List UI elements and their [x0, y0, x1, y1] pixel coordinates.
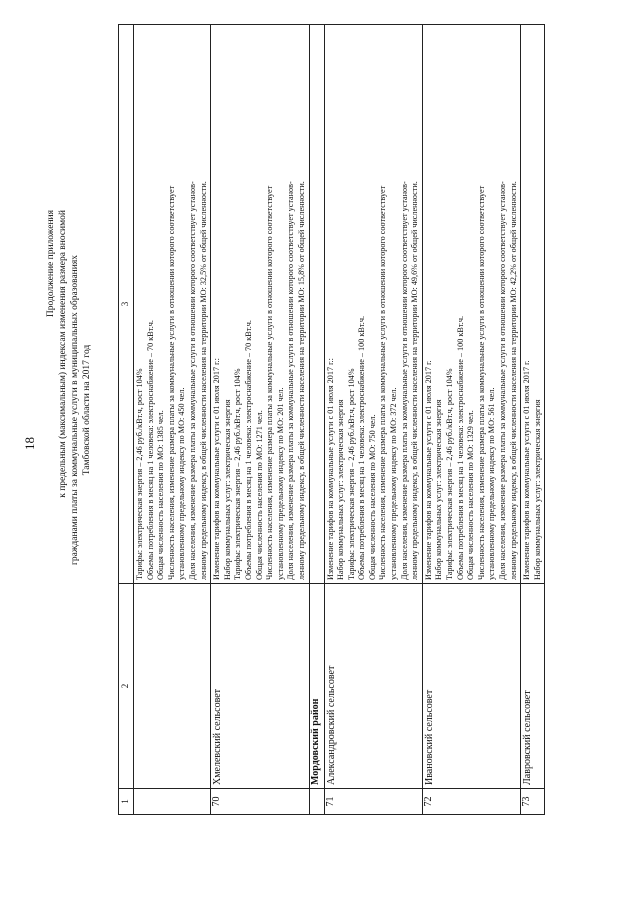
- text-line: ленному предельному индексу, в общей численности населения на территории МО: 42,2% от общей численности.: [508, 181, 518, 580]
- header-col-2: 2: [119, 584, 134, 789]
- text-line: Тарифы: электрическая энергия – 2,46 руб./кВт.ч, рост 104%: [135, 368, 144, 580]
- text-line: установленному предельному индексу по МО: 372 чел.: [389, 387, 399, 580]
- table-row: [324, 25, 422, 815]
- text-line: Изменение тарифов на коммунальные услуги с 01 июля 2017 г.: [522, 360, 532, 580]
- table-row: [422, 25, 520, 815]
- tariff-table: [118, 24, 545, 815]
- text-line: установленному предельному индексу по МО: 450 чел.: [177, 387, 187, 580]
- text-line: Общая численность населения по МО: 1385 чел.: [156, 410, 166, 580]
- table-row: [211, 25, 309, 815]
- text-line: ленному предельному индексу, в общей численности населения на территории МО: 32,5% от общей численности.: [198, 181, 208, 580]
- text-line: установленному предельному индексу по МО: 561 чел.: [487, 387, 497, 580]
- text-line: Набор коммунальных услуг: электрическая энергия: [532, 399, 542, 580]
- caption-line-2: к предельным (максимальным) индексам изменения размера вносимой: [58, 210, 68, 498]
- municipality-name: Лавровский сельсовет: [521, 584, 545, 789]
- text-line: установленному предельному индексу по МО: 201 чел.: [275, 387, 285, 580]
- header-col-3: 3: [119, 25, 134, 584]
- text-line: Общая численность населения по МО: 1271 чел.: [254, 410, 264, 580]
- text-line: Общая численность населения по МО: 750 чел.: [367, 414, 377, 580]
- text-line: Доля населения, изменение размера платы за коммунальные услуги в отношении которого соответствует установ-: [399, 181, 409, 580]
- text-line: Набор коммунальных услуг: электрическая энергия: [434, 399, 444, 580]
- row-number: 71: [324, 789, 422, 815]
- text-line: Объемы потребления в месяц на 1 человека: электроснабжение – 70 кВт.ч.: [145, 320, 155, 580]
- row-number: 70: [211, 789, 309, 815]
- text-line: Изменение тарифов на коммунальные услуги с 01 июля 2017 г.:: [325, 358, 335, 580]
- page-number: 18: [22, 437, 37, 450]
- text-line: Численность населения, изменение размера платы за коммунальные услуги в отношении которого соответствует: [166, 185, 176, 580]
- text-line: Объемы потребления в месяц на 1 человека: электроснабжение – 100 кВт.ч.: [357, 315, 367, 580]
- table-header-row: [119, 25, 134, 815]
- text-line: Доля населения, изменение размера платы за коммунальные услуги в отношении которого соответствует установ-: [286, 181, 296, 580]
- text-line: Изменение тарифов на коммунальные услуги с 01 июля 2017 г.:: [212, 358, 222, 580]
- row-text: [422, 25, 520, 584]
- caption-line-1: Продолжение приложения: [46, 210, 56, 318]
- row-text: [211, 25, 309, 584]
- district-row: [309, 25, 324, 815]
- municipality-name: Ивановский сельсовет: [422, 584, 520, 789]
- appendix-caption: [45, 210, 69, 570]
- table-row: [521, 25, 545, 815]
- text-line: Объемы потребления в месяц на 1 человека: электроснабжение – 100 кВт.ч.: [455, 315, 465, 580]
- text-line: ленному предельному индексу, в общей численности населения на территории МО: 15,8% от общей численности.: [296, 181, 306, 580]
- table-row: [134, 25, 211, 815]
- text-line: Объемы потребления в месяц на 1 человека: электроснабжение – 70 кВт.ч.: [243, 320, 253, 580]
- district-name: Мордовский район: [309, 584, 324, 789]
- text-line: Набор коммунальных услуг: электрическая энергия: [222, 399, 232, 580]
- row-text: [324, 25, 422, 584]
- row-text: [521, 25, 545, 584]
- municipality-name: Хмелевский сельсовет: [211, 584, 309, 789]
- text-line: Доля населения, изменение размера платы за коммунальные услуги в отношении которого соответствует установ-: [498, 181, 507, 580]
- text-line: Изменение тарифов на коммунальные услуги с 01 июля 2017 г.: [423, 360, 433, 580]
- text-line: Тарифы: электрическая энергия – 2,46 руб./кВт.ч, рост 104%: [233, 368, 243, 580]
- text-line: Общая численность населения по МО: 1329 чел.: [466, 410, 476, 580]
- text-line: Тарифы: электрическая энергия – 2,46 руб./кВт.ч, рост 104%: [346, 368, 356, 580]
- row-prev-text: [134, 25, 211, 584]
- caption-title: [69, 150, 93, 670]
- row-number: 72: [422, 789, 520, 815]
- row-number: 73: [521, 789, 545, 815]
- text-line: Численность населения, изменение размера платы за коммунальные услуги в отношении которого соответствует: [378, 185, 388, 580]
- text-line: Доля населения, изменение размера платы за коммунальные услуги в отношении которого соответствует установ-: [187, 181, 197, 580]
- header-col-1: 1: [119, 789, 134, 815]
- text-line: ленному предельному индексу, в общей численности населения на территории МО: 49,6% от общей численности.: [410, 181, 420, 580]
- caption-title-line-2: Тамбовской области на 2017 год: [82, 344, 92, 476]
- text-line: Набор коммунальных услуг: электрическая энергия: [336, 399, 346, 580]
- municipality-name: Александровский сельсовет: [324, 584, 422, 789]
- text-line: Численность населения, изменение размера платы за коммунальные услуги в отношении которого соответствует: [265, 185, 275, 580]
- text-line: Тарифы: электрическая энергия – 2,46 руб./кВт.ч, рост 104%: [445, 368, 455, 580]
- text-line: Численность населения, изменение размера платы за коммунальные услуги в отношении которого соответствует: [476, 185, 486, 580]
- caption-title-line-1: гражданами платы за коммунальные услуги в муниципальных образованиях: [70, 255, 80, 565]
